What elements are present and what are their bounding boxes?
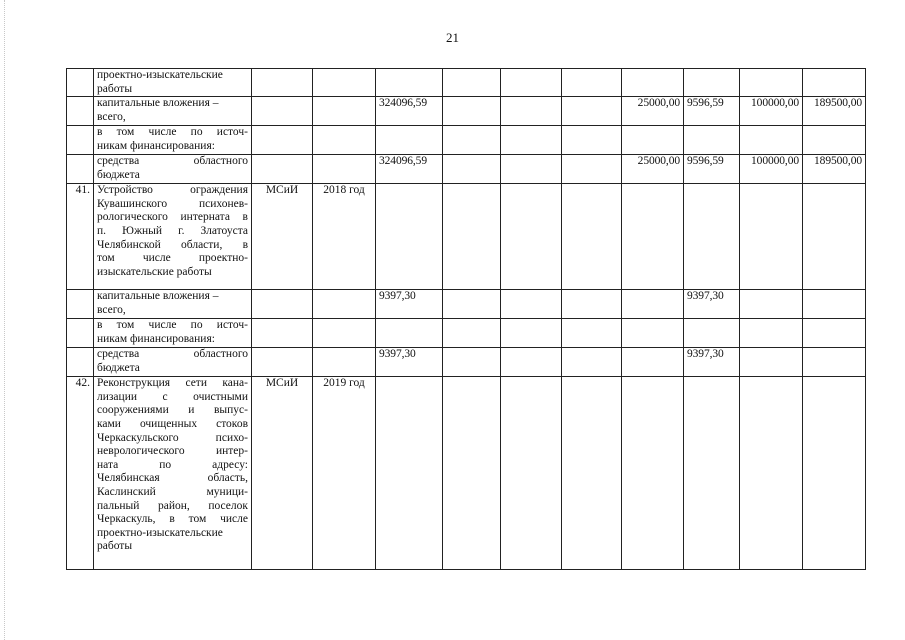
value-cell (803, 319, 866, 348)
value-cell (562, 377, 622, 570)
table-row (67, 184, 866, 290)
value-cell (684, 377, 740, 570)
value-cell (684, 69, 740, 97)
value-cell (562, 126, 622, 155)
row-number (67, 319, 94, 348)
description-line: Челябинской области, в (97, 238, 248, 251)
value-cell (501, 319, 562, 348)
value-cell (684, 126, 740, 155)
description-line: Челябинская область, (97, 472, 248, 485)
executor-cell (252, 97, 313, 126)
executor-cell (252, 348, 313, 377)
description-line: в том числе по источ- (97, 319, 248, 332)
term-cell (313, 290, 376, 319)
executor-cell: МСиИ (252, 377, 313, 570)
row-description (94, 377, 252, 570)
value-cell (562, 155, 622, 184)
value-cell (803, 184, 866, 290)
value-cell (622, 348, 684, 377)
term-cell: 2018 год (313, 184, 376, 290)
value-cell (443, 348, 501, 377)
value-cell (622, 290, 684, 319)
term-cell: 2019 год (313, 377, 376, 570)
table-row (67, 290, 866, 319)
description-line: всего, (97, 110, 126, 123)
value-cell (376, 69, 443, 97)
row-number (67, 126, 94, 155)
description-line: Реконструкция сети кана- (97, 377, 248, 390)
value-cell (803, 69, 866, 97)
value-cell (443, 97, 501, 126)
value-cell (501, 97, 562, 126)
row-description (94, 348, 252, 377)
table-row (67, 348, 866, 377)
value-cell (684, 319, 740, 348)
value-cell (740, 348, 803, 377)
description-line: Черкаскуль, в том числе (97, 513, 248, 526)
row-description (94, 69, 252, 97)
executor-cell (252, 69, 313, 97)
value-cell (443, 69, 501, 97)
executor-cell (252, 319, 313, 348)
page-number: 21 (446, 30, 459, 45)
row-description (94, 184, 252, 290)
value-cell (562, 348, 622, 377)
value-cell: 25000,00 (622, 97, 684, 126)
value-cell (740, 319, 803, 348)
value-cell (740, 126, 803, 155)
description-line: никам финансирования: (97, 139, 215, 152)
value-cell: 9397,30 (376, 290, 443, 319)
description-line: лизации с очистными (97, 390, 248, 403)
value-cell (622, 126, 684, 155)
description-line: средства областного (97, 348, 248, 361)
value-cell (443, 184, 501, 290)
description-line: бюджета (97, 168, 140, 181)
description-line: проектно-изыскательские (97, 526, 223, 539)
value-cell: 9397,30 (684, 290, 740, 319)
table-row (67, 69, 866, 97)
value-cell: 324096,59 (376, 97, 443, 126)
description-line: капитальные вложения – (97, 97, 219, 110)
value-cell (562, 319, 622, 348)
description-line: Каслинский муници- (97, 485, 248, 498)
description-line: том числе проектно- (97, 252, 248, 265)
value-cell: 25000,00 (622, 155, 684, 184)
description-line: бюджета (97, 361, 140, 374)
value-cell (622, 69, 684, 97)
term-cell (313, 348, 376, 377)
value-cell (443, 290, 501, 319)
description-line: работы (97, 540, 133, 553)
value-cell (443, 155, 501, 184)
executor-cell: МСиИ (252, 184, 313, 290)
description-line: работы (97, 82, 133, 95)
value-cell (501, 155, 562, 184)
value-cell (562, 290, 622, 319)
description-line: проектно-изыскательские (97, 69, 223, 81)
table-row (67, 377, 866, 570)
table-row (67, 126, 866, 155)
row-number (67, 348, 94, 377)
executor-cell (252, 155, 313, 184)
row-number: 42. (67, 377, 94, 570)
value-cell: 9397,30 (376, 348, 443, 377)
description-line: всего, (97, 303, 126, 316)
term-cell (313, 319, 376, 348)
value-cell (376, 319, 443, 348)
term-cell (313, 97, 376, 126)
budget-table (66, 68, 866, 570)
executor-cell (252, 290, 313, 319)
row-description (94, 126, 252, 155)
value-cell: 189500,00 (803, 155, 866, 184)
value-cell: 100000,00 (740, 97, 803, 126)
value-cell (684, 184, 740, 290)
value-cell (803, 126, 866, 155)
value-cell (501, 377, 562, 570)
description-line: п. Южный г. Златоуста (97, 224, 248, 237)
value-cell: 189500,00 (803, 97, 866, 126)
executor-cell (252, 126, 313, 155)
value-cell (376, 184, 443, 290)
table-row (67, 319, 866, 348)
description-line: Кувашинского психонев- (97, 197, 248, 210)
description-line: неврологического интер- (97, 445, 248, 458)
description-line: Устройство ограждения (97, 184, 248, 197)
value-cell (740, 290, 803, 319)
description-line: ната по адресу: (97, 458, 248, 471)
description-line: ками очищенных стоков (97, 417, 248, 430)
value-cell (443, 126, 501, 155)
value-cell (622, 319, 684, 348)
value-cell (376, 377, 443, 570)
value-cell (803, 348, 866, 377)
value-cell (501, 126, 562, 155)
value-cell: 9596,59 (684, 155, 740, 184)
value-cell (443, 377, 501, 570)
value-cell (803, 377, 866, 570)
table-row (67, 155, 866, 184)
value-cell: 100000,00 (740, 155, 803, 184)
value-cell (740, 377, 803, 570)
description-line: рологического интерната в (97, 211, 248, 224)
row-number (67, 69, 94, 97)
description-line: сооружениями и выпус- (97, 404, 248, 417)
table-row (67, 97, 866, 126)
value-cell (501, 290, 562, 319)
value-cell: 9397,30 (684, 348, 740, 377)
value-cell (622, 377, 684, 570)
description-line: изыскательские работы (97, 265, 212, 278)
row-description (94, 97, 252, 126)
value-cell (740, 69, 803, 97)
value-cell: 9596,59 (684, 97, 740, 126)
row-number (67, 97, 94, 126)
row-description (94, 319, 252, 348)
description-line: средства областного (97, 155, 248, 168)
binding-margin (4, 0, 8, 640)
description-line: Черкаскульского психо- (97, 431, 248, 444)
term-cell (313, 126, 376, 155)
value-cell (501, 69, 562, 97)
term-cell (313, 69, 376, 97)
value-cell (803, 290, 866, 319)
value-cell: 324096,59 (376, 155, 443, 184)
value-cell (562, 97, 622, 126)
description-line: капитальные вложения – (97, 290, 219, 303)
value-cell (443, 319, 501, 348)
row-number (67, 290, 94, 319)
row-number (67, 155, 94, 184)
row-description (94, 290, 252, 319)
value-cell (562, 69, 622, 97)
value-cell (622, 184, 684, 290)
value-cell (562, 184, 622, 290)
value-cell (501, 348, 562, 377)
value-cell (740, 184, 803, 290)
row-description (94, 155, 252, 184)
description-line: никам финансирования: (97, 332, 215, 345)
term-cell (313, 155, 376, 184)
description-line: пальный район, поселок (97, 499, 248, 512)
description-line: в том числе по источ- (97, 126, 248, 139)
row-number: 41. (67, 184, 94, 290)
value-cell (501, 184, 562, 290)
value-cell (376, 126, 443, 155)
